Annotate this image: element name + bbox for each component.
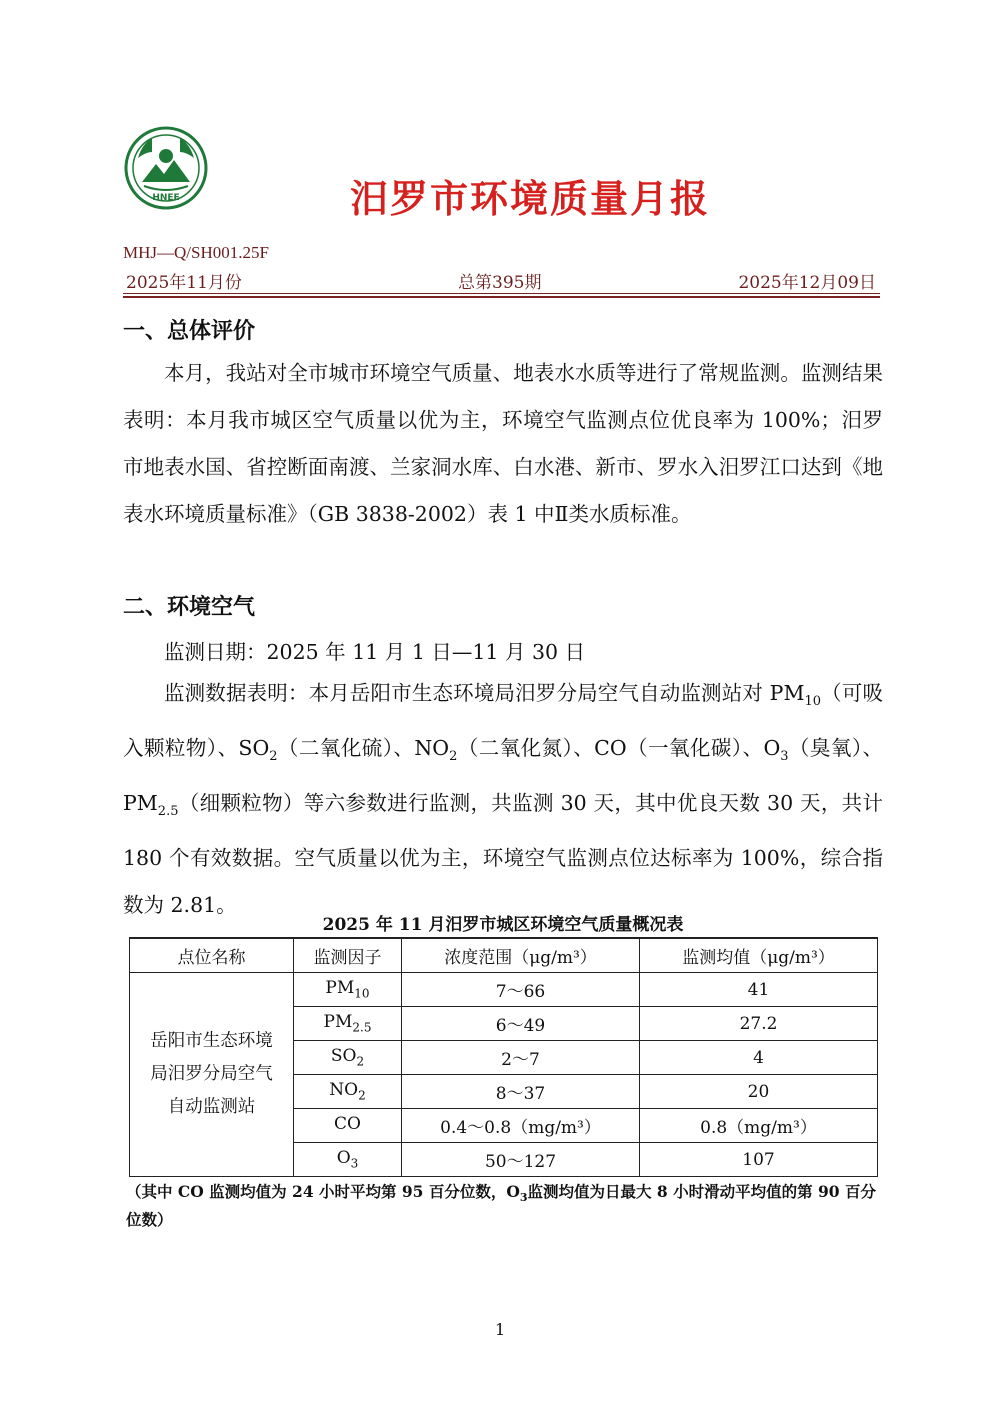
footnote-text: （其中 CO 监测均值为 24 小时平均第 95 百分位数，O	[126, 1182, 520, 1201]
range-cell: 7～66	[402, 973, 640, 1007]
para-text: （二氧化硫）、NO	[277, 736, 450, 761]
factor-cell	[294, 1109, 402, 1143]
header-rule-thick	[123, 296, 880, 298]
para-text: （细颗粒物）等六参数进行监测，共监测 30 天，其中优良天数 30 天，共计 180 个有效数据。空气质量以优为主，环境空气监测点位达标率为 100%，综合指数为 2.81。	[123, 791, 883, 918]
para-sub: 2	[449, 749, 458, 765]
factor-base: NO	[329, 1080, 359, 1101]
para-sub: 3	[780, 749, 789, 765]
factor-sub: 2.5	[352, 1020, 372, 1035]
mean-cell: 20	[640, 1075, 878, 1109]
range-cell: 6～49	[402, 1007, 640, 1041]
report-date: 2025年12月09日	[738, 273, 876, 293]
header-meta	[123, 268, 878, 293]
mean-cell: 107	[640, 1143, 878, 1177]
factor-base: PM	[325, 978, 355, 999]
range-cell: 0.4～0.8（mg/m³）	[402, 1109, 640, 1143]
station-line: 岳阳市生态环境	[150, 1031, 273, 1051]
header-range: 浓度范围（μg/m³）	[402, 938, 640, 973]
factor-base: PM	[323, 1012, 353, 1033]
table-row	[130, 973, 878, 1007]
factor-base: CO	[334, 1114, 361, 1135]
hnee-emblem-icon	[122, 126, 210, 210]
section2-paragraph	[123, 670, 883, 929]
footnote-sub: 3	[519, 1191, 528, 1205]
para-text: （臭氧）、PM	[123, 736, 884, 816]
para-text: （可吸入颗粒物）、SO	[123, 681, 883, 761]
factor-cell	[294, 1143, 402, 1177]
header-station: 点位名称	[130, 938, 294, 973]
mean-cell: 27.2	[640, 1007, 878, 1041]
table-header-row	[130, 938, 878, 973]
factor-cell	[294, 1075, 402, 1109]
station-name	[130, 973, 294, 1177]
mean-cell: 41	[640, 973, 878, 1007]
factor-sub: 10	[354, 986, 370, 1001]
section2-heading: 二、环境空气	[123, 595, 256, 620]
hnee-logo	[122, 126, 210, 210]
section1-heading: 一、总体评价	[123, 319, 256, 344]
mean-cell: 4	[640, 1041, 878, 1075]
factor-cell	[294, 1007, 402, 1041]
logo-text: HNEE	[152, 193, 180, 203]
factor-sub: 2	[356, 1054, 365, 1069]
para-text: 监测数据表明：本月岳阳市生态环境局汨罗分局空气自动监测站对 PM	[164, 681, 805, 705]
factor-base: O	[336, 1148, 351, 1169]
page-title: 汨罗市环境质量月报	[349, 177, 710, 221]
factor-sub: 3	[350, 1156, 359, 1171]
factor-cell	[294, 1041, 402, 1075]
section1-paragraph: 本月，我站对全市城市环境空气质量、地表水水质等进行了常规监测。监测结果表明：本月我市城区空气质量以优为主，环境空气监测点位优良率为 100%；汨罗市地表水国、省控断面南渡、兰家洞水库、白水港、新市、罗水入汨罗江口达到《地表水环境质量标准》（GB 3838-2002）表 1 中Ⅱ类水质标准。	[123, 361, 883, 526]
header-factor: 监测因子	[294, 938, 402, 973]
factor-cell	[294, 973, 402, 1007]
range-cell: 50～127	[402, 1143, 640, 1177]
issue-number: 总第395期	[458, 273, 542, 293]
monitoring-date: 监测日期：2025 年 11 月 1 日—11 月 30 日	[164, 640, 586, 664]
footnote-text: 监测均值为日最大 8 小时滑动平均值的第 90 百分位数）	[126, 1182, 876, 1230]
mean-cell: 0.8（mg/m³）	[640, 1109, 878, 1143]
range-cell: 8～37	[402, 1075, 640, 1109]
factor-base: SO	[330, 1046, 357, 1067]
station-line: 自动监测站	[167, 1097, 256, 1117]
para-sub: 2.5	[157, 804, 179, 820]
page-number: 1	[495, 1320, 506, 1339]
para-sub: 10	[804, 694, 822, 710]
range-cell: 2～7	[402, 1041, 640, 1075]
header-rule-thin	[123, 293, 880, 294]
header-mean: 监测均值（μg/m³）	[640, 938, 878, 973]
document-code: MHJ—Q/SH001.25F	[123, 243, 269, 262]
table-footnote	[126, 1181, 886, 1231]
report-month: 2025年11月份	[126, 273, 242, 293]
table-title: 2025 年 11 月汨罗市城区环境空气质量概况表	[322, 915, 684, 935]
para-sub: 2	[269, 749, 278, 765]
factor-sub: 2	[358, 1088, 366, 1103]
station-line: 局汨罗分局空气	[150, 1064, 273, 1084]
para-text: （二氧化氮）、CO（一氧化碳）、O	[457, 736, 781, 761]
air-quality-table	[129, 937, 878, 1177]
